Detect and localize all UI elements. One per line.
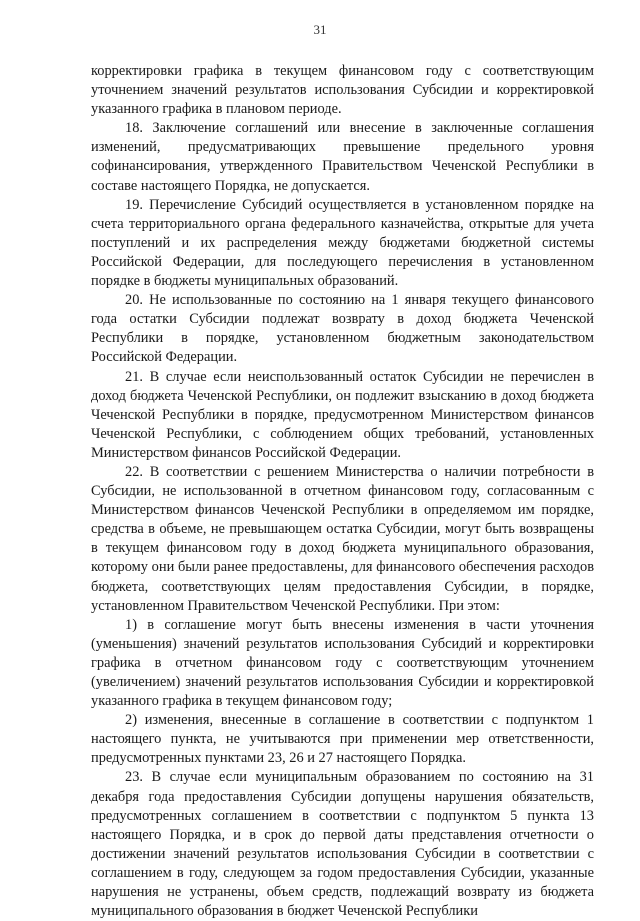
paragraph-18: 18. Заключение соглашений или внесение в заключенные соглашения изменений, предусматривающих превышение предельного уровня софинансирования, утвержденного Правительством Чеченской Республики в составе настоящего Порядка, не допускается. bbox=[91, 120, 594, 194]
paragraph-continuation: корректировки графика в текущем финансовом году с соответствующим уточнением значений результатов использования Субсидии и корректировкой указанного графика в плановом периоде. bbox=[91, 63, 594, 118]
page-number: 31 bbox=[313, 22, 327, 37]
paragraph-22-subitem-1: 1) в соглашение могут быть внесены изменения в части уточнения (уменьшения) значений результатов использования Субсидий и корректировки графика в отчетном финансовом году с соответствующим уточнением (увеличением) значений результатов использования Субсидии и корректировкой указанного графика в текущем финансовом году; bbox=[91, 616, 594, 710]
paragraph-19: 19. Перечисление Субсидий осуществляется в установленном порядке на счета территориального органа федерального казначейства, открытые для учета поступлений и их распределения между бюджетами бюджетной системы Российской Федерации, для последующего перечисления в установленном порядке в бюджеты муниципальных образований. bbox=[91, 196, 594, 290]
document-body bbox=[91, 62, 594, 921]
paragraph-23: 23. В случае если муниципальным образованием по состоянию на 31 декабря года предоставления Субсидии допущены нарушения обязательств, предусмотренных соглашением в соответствии с подпунктом 5 пункта 13 настоящего Порядка, и в срок до первой даты представления отчетности о достижении значений результатов использования Субсидии в соответствии с соглашением в году, следующем за годом предоставления Субсидии, указанные нарушения не устранены, объем средств, подлежащий возврату из бюджета муниципального образования в бюджет Чеченской Республики bbox=[91, 769, 594, 920]
paragraph-22-subitem-2: 2) изменения, внесенные в соглашение в соответствии с подпунктом 1 настоящего пункта, не учитываются при применении мер ответственности, предусмотренных пунктами 23, 26 и 27 настоящего Порядка. bbox=[91, 712, 594, 767]
paragraph-20: 20. Не использованные по состоянию на 1 января текущего финансового года остатки Субсидии подлежат возврату в доход бюджета Чеченской Республики в порядке, установленном бюджетным законодательством Российской Федерации. bbox=[91, 292, 594, 366]
paragraph-21: 21. В случае если неиспользованный остаток Субсидии не перечислен в доход бюджета Чеченской Республики, он подлежит взысканию в доход бюджета Чеченской Республики в порядке, предусмотренном Министерством финансов Чеченской Республики, с соблюдением общих требований, установленных Министерством финансов Российской Федерации. bbox=[91, 368, 594, 461]
paragraph-22: 22. В соответствии с решением Министерства о наличии потребности в Субсидии, не использованной в отчетном финансовом году, согласованным с Министерством финансов Чеченской Республики в определяемом им порядке, средства в объеме, не превышающем остатка Субсидии, могут быть возвращены в текущем финансовом году в доход бюджета муниципального образования, которому они были ранее предоставлены, для финансового обеспечения расходов бюджета, соответствующих целям предоставления Субсидии, в порядке, установленном Правительством Чеченской Республики. При этом: bbox=[91, 463, 594, 614]
